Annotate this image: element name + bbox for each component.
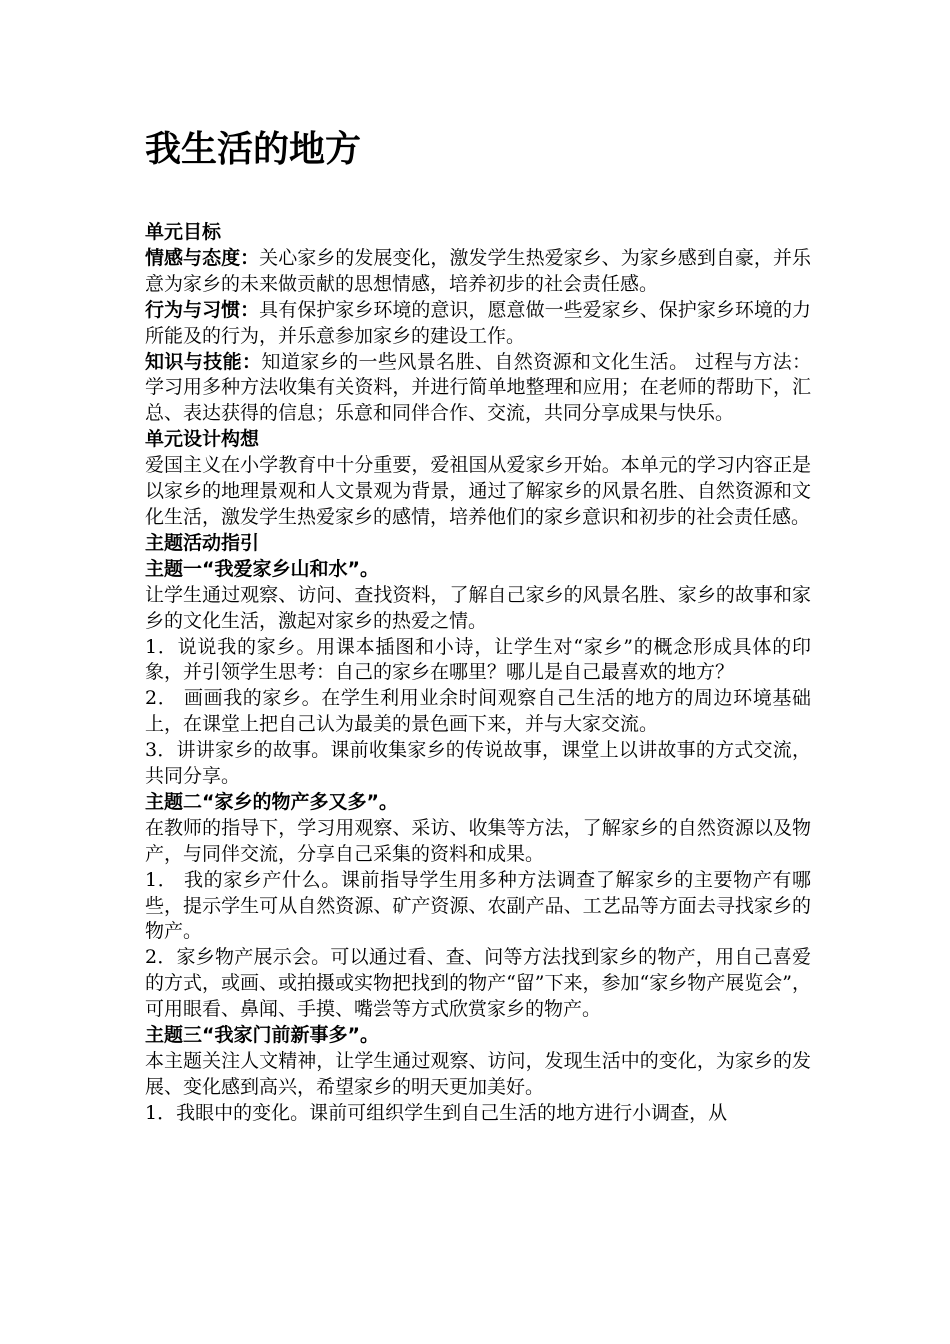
page-title: 我生活的地方: [145, 129, 362, 170]
theme2-intro: 在教师的指导下，学习用观察、采访、收集等方法，了解家乡的自然资源以及物产，与同伴交流，分享自己采集的资料和成果。: [145, 816, 811, 865]
label-emotion: 情感与态度：: [145, 246, 260, 269]
paragraph-behavior: [145, 298, 811, 350]
theme1-item-1: 1．说说我的家乡。用课本插图和小诗，让学生对“家乡”的概念形成具体的印象，并引领学生思考：自己的家乡在哪里？哪儿是自己最喜欢的地方？: [145, 635, 811, 684]
label-knowledge: 知识与技能：: [145, 350, 262, 373]
theme2-item-2: 2．家乡物产展示会。可以通过看、查、问等方法找到家乡的物产，用自己喜爱的方式，或画、或拍摄或实物把找到的物产“留”下来，参加“家乡物产展览会”，可用眼看、鼻闻、手摸、嘴尝等方式欣赏家乡的物产。: [145, 946, 811, 1021]
document-body: [145, 220, 811, 1127]
theme2-heading: 主题二“家乡的物产多又多”。: [145, 790, 398, 813]
paragraph-design: 爱国主义在小学教育中十分重要，爱祖国从爱家乡开始。本单元的学习内容正是以家乡的地理景观和人文景观为背景，通过了解家乡的风景名胜、自然资源和文化生活，激发学生热爱家乡的感情，培养他们的家乡意识和初步的社会责任感。: [145, 454, 811, 528]
section-heading-goals: 单元目标: [145, 221, 222, 243]
theme1-item-3: 3．讲讲家乡的故事。课前收集家乡的传说故事，课堂上以讲故事的方式交流，共同分享。: [145, 739, 811, 788]
section-heading-guide: 主题活动指引: [145, 531, 260, 554]
text-knowledge: 知道家乡的一些风景名胜、自然资源和文化生活。 过程与方法：学习用多种方法收集有关资料，并进行简单地整理和应用；在老师的帮助下，汇总、表达获得的信息；乐意和同伴合作、交流，共同分享成果与快乐。: [145, 350, 811, 425]
theme3-item-1: 1．我眼中的变化。课前可组织学生到自己生活的地方进行小调查，从: [145, 1101, 728, 1124]
section-heading-design: 单元设计构想: [145, 428, 260, 451]
paragraph-emotion: [145, 246, 811, 298]
theme2-item-1: 1． 我的家乡产什么。课前指导学生用多种方法调查了解家乡的主要物产有哪些，提示学生可从自然资源、矿产资源、农副产品、工艺品等方面去寻找家乡的物产。: [145, 868, 811, 943]
text-behavior: 具有保护家乡环境的意识，愿意做一些爱家乡、保护家乡环境的力所能及的行为，并乐意参加家乡的建设工作。: [145, 298, 811, 347]
theme3-heading: 主题三“我家门前新事多”。: [145, 1024, 379, 1047]
theme3-intro: 本主题关注人文精神，让学生通过观察、访问，发现生活中的变化，为家乡的发展、变化感到高兴，希望家乡的明天更加美好。: [145, 1050, 811, 1098]
theme1-heading: 主题一“我爱家乡山和水”。: [145, 557, 379, 580]
label-behavior: 行为与习惯：: [145, 298, 260, 321]
text-emotion: 关心家乡的发展变化，激发学生热爱家乡、为家乡感到自豪，并乐意为家乡的未来做贡献的思想情感，培养初步的社会责任感。: [145, 246, 811, 295]
theme1-intro: 让学生通过观察、访问、查找资料，了解自己家乡的风景名胜、家乡的故事和家乡的文化生活，激起对家乡的热爱之情。: [145, 583, 811, 632]
paragraph-knowledge: [145, 350, 811, 428]
theme1-item-2: 2． 画画我的家乡。在学生利用业余时间观察自己生活的地方的周边环境基础上，在课堂上把自己认为最美的景色画下来，并与大家交流。: [145, 687, 811, 736]
